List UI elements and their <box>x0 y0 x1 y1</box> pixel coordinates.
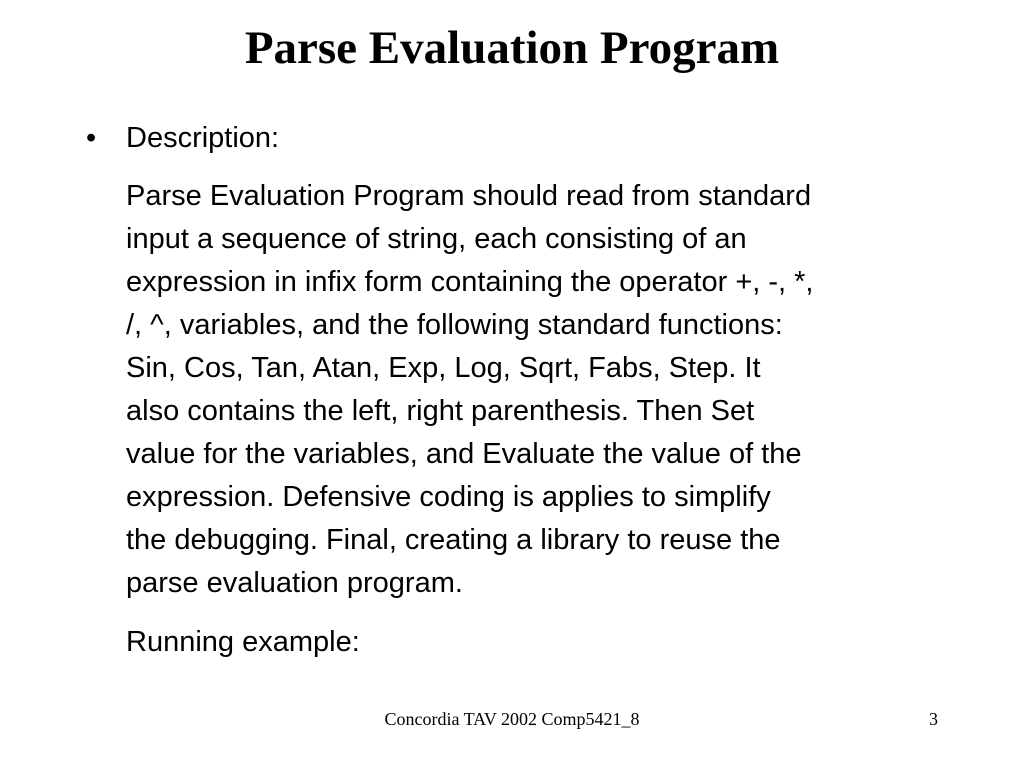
paragraph-line: value for the variables, and Evaluate the value of the <box>126 438 802 470</box>
slide-title: Parse Evaluation Program <box>244 22 780 74</box>
paragraph-line: Parse Evaluation Program should read from standard <box>126 180 812 212</box>
paragraph-line: input a sequence of string, each consisting of an <box>126 223 747 255</box>
page-number: 3 <box>929 709 938 729</box>
description-paragraph <box>126 175 956 605</box>
running-example-label: Running example: <box>126 626 360 658</box>
paragraph-line: /, ^, variables, and the following standard functions: <box>126 309 783 341</box>
footer-text: Concordia TAV 2002 Comp5421_8 <box>384 709 640 729</box>
paragraph-line: parse evaluation program. <box>126 567 463 599</box>
paragraph-line: expression in infix form containing the operator +, -, *, <box>126 266 814 298</box>
paragraph-line: expression. Defensive coding is applies to simplify <box>126 481 771 513</box>
description-label: Description: <box>126 122 280 154</box>
bullet-dot: • <box>86 122 97 154</box>
paragraph-line: also contains the left, right parenthesis. Then Set <box>126 395 755 427</box>
paragraph-line: the debugging. Final, creating a library to reuse the <box>126 524 781 556</box>
paragraph-line: Sin, Cos, Tan, Atan, Exp, Log, Sqrt, Fabs, Step. It <box>126 352 761 384</box>
